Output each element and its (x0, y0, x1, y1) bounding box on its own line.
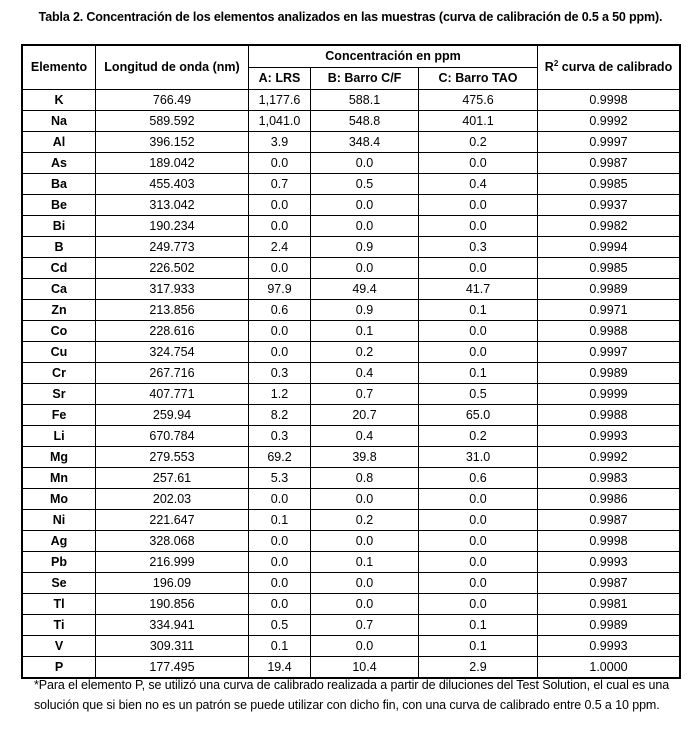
r2-cell: 0.9997 (538, 132, 680, 153)
lrs-cell: 0.3 (249, 363, 311, 384)
barro-cf-cell: 0.2 (311, 342, 419, 363)
lrs-cell: 0.0 (249, 216, 311, 237)
barro-tao-cell: 0.1 (419, 636, 538, 657)
r2-cell: 0.9999 (538, 384, 680, 405)
barro-cf-cell: 39.8 (311, 447, 419, 468)
lrs-cell: 0.0 (249, 489, 311, 510)
element-cell: Sr (23, 384, 96, 405)
header-wavelength: Longitud de onda (nm) (96, 46, 249, 90)
barro-cf-cell: 20.7 (311, 405, 419, 426)
r2-cell: 0.9981 (538, 594, 680, 615)
wavelength-cell: 407.771 (96, 384, 249, 405)
wavelength-cell: 279.553 (96, 447, 249, 468)
lrs-cell: 0.0 (249, 195, 311, 216)
table-row (23, 384, 680, 405)
table-row (23, 615, 680, 636)
lrs-cell: 5.3 (249, 468, 311, 489)
table-row (23, 111, 680, 132)
r2-cell: 0.9988 (538, 321, 680, 342)
element-cell: Be (23, 195, 96, 216)
lrs-cell: 0.1 (249, 510, 311, 531)
table-row (23, 468, 680, 489)
barro-tao-cell: 41.7 (419, 279, 538, 300)
table-row (23, 216, 680, 237)
wavelength-cell: 328.068 (96, 531, 249, 552)
wavelength-cell: 202.03 (96, 489, 249, 510)
wavelength-cell: 216.999 (96, 552, 249, 573)
header-col-b: B: Barro C/F (311, 68, 419, 90)
table-row (23, 510, 680, 531)
barro-cf-cell: 0.5 (311, 174, 419, 195)
barro-cf-cell: 0.9 (311, 237, 419, 258)
r2-cell: 0.9994 (538, 237, 680, 258)
table-row (23, 573, 680, 594)
lrs-cell: 19.4 (249, 657, 311, 678)
table-row (23, 174, 680, 195)
barro-tao-cell: 0.0 (419, 552, 538, 573)
barro-tao-cell: 0.4 (419, 174, 538, 195)
table-row (23, 153, 680, 174)
table-row (23, 132, 680, 153)
table-body (23, 90, 680, 678)
wavelength-cell: 589.592 (96, 111, 249, 132)
barro-tao-cell: 65.0 (419, 405, 538, 426)
barro-tao-cell: 0.6 (419, 468, 538, 489)
wavelength-cell: 455.403 (96, 174, 249, 195)
element-cell: Bi (23, 216, 96, 237)
barro-tao-cell: 0.0 (419, 573, 538, 594)
lrs-cell: 0.0 (249, 531, 311, 552)
r2-cell: 0.9993 (538, 426, 680, 447)
barro-tao-cell: 475.6 (419, 90, 538, 111)
lrs-cell: 0.0 (249, 321, 311, 342)
lrs-cell: 0.0 (249, 552, 311, 573)
table-row (23, 552, 680, 573)
r2-cell: 0.9987 (538, 510, 680, 531)
barro-tao-cell: 0.2 (419, 426, 538, 447)
table-row (23, 447, 680, 468)
lrs-cell: 1,041.0 (249, 111, 311, 132)
barro-tao-cell: 0.0 (419, 258, 538, 279)
barro-tao-cell: 0.3 (419, 237, 538, 258)
barro-cf-cell: 0.7 (311, 384, 419, 405)
barro-tao-cell: 0.0 (419, 321, 538, 342)
element-cell: Se (23, 573, 96, 594)
element-cell: Fe (23, 405, 96, 426)
r2-prefix: R (544, 60, 554, 74)
header-r2 (538, 46, 680, 90)
barro-cf-cell: 0.0 (311, 153, 419, 174)
r2-cell: 0.9992 (538, 111, 680, 132)
barro-cf-cell: 0.1 (311, 552, 419, 573)
barro-cf-cell: 548.8 (311, 111, 419, 132)
lrs-cell: 1,177.6 (249, 90, 311, 111)
barro-tao-cell: 0.1 (419, 615, 538, 636)
lrs-cell: 0.5 (249, 615, 311, 636)
element-cell: Ba (23, 174, 96, 195)
wavelength-cell: 313.042 (96, 195, 249, 216)
table-row (23, 279, 680, 300)
barro-tao-cell: 31.0 (419, 447, 538, 468)
lrs-cell: 0.0 (249, 594, 311, 615)
r2-cell: 0.9993 (538, 552, 680, 573)
r2-cell: 0.9988 (538, 405, 680, 426)
table-row (23, 258, 680, 279)
element-cell: Mg (23, 447, 96, 468)
r2-cell: 0.9998 (538, 90, 680, 111)
element-cell: V (23, 636, 96, 657)
barro-tao-cell: 2.9 (419, 657, 538, 678)
r2-cell: 0.9998 (538, 531, 680, 552)
barro-tao-cell: 0.5 (419, 384, 538, 405)
wavelength-cell: 189.042 (96, 153, 249, 174)
barro-tao-cell: 0.0 (419, 195, 538, 216)
element-cell: Mn (23, 468, 96, 489)
header-col-a: A: LRS (249, 68, 311, 90)
lrs-cell: 69.2 (249, 447, 311, 468)
table-row (23, 489, 680, 510)
wavelength-cell: 249.773 (96, 237, 249, 258)
element-cell: Ag (23, 531, 96, 552)
barro-cf-cell: 588.1 (311, 90, 419, 111)
element-cell: Zn (23, 300, 96, 321)
r2-superscript: 2 (553, 59, 559, 68)
table-row (23, 636, 680, 657)
lrs-cell: 97.9 (249, 279, 311, 300)
table-row (23, 90, 680, 111)
element-cell: Ca (23, 279, 96, 300)
lrs-cell: 0.3 (249, 426, 311, 447)
table-row (23, 321, 680, 342)
table-title: Tabla 2. Concentración de los elementos analizados en las muestras (curva de calibración de 0.5 a 50 ppm). (38, 10, 663, 24)
r2-cell: 0.9993 (538, 636, 680, 657)
element-cell: Cr (23, 363, 96, 384)
barro-tao-cell: 0.1 (419, 363, 538, 384)
barro-cf-cell: 0.0 (311, 636, 419, 657)
table-row (23, 426, 680, 447)
r2-cell: 0.9989 (538, 363, 680, 384)
barro-cf-cell: 0.0 (311, 489, 419, 510)
wavelength-cell: 317.933 (96, 279, 249, 300)
footnote: *Para el elemento P, se utilizó una curva de calibrado realizada a partir de diluciones del Test Solution, el cual es una solución que si bien no es un patrón se puede utilizar con dicho fin, con una curva de calibrado entre 0.5 a 10 ppm. (34, 678, 670, 712)
table-row (23, 342, 680, 363)
wavelength-cell: 190.234 (96, 216, 249, 237)
r2-cell: 0.9982 (538, 216, 680, 237)
element-cell: Cd (23, 258, 96, 279)
barro-cf-cell: 348.4 (311, 132, 419, 153)
barro-cf-cell: 0.2 (311, 510, 419, 531)
r2-cell: 0.9987 (538, 153, 680, 174)
wavelength-cell: 396.152 (96, 132, 249, 153)
table-row (23, 195, 680, 216)
lrs-cell: 0.7 (249, 174, 311, 195)
r2-cell: 0.9983 (538, 468, 680, 489)
r2-cell: 0.9997 (538, 342, 680, 363)
lrs-cell: 0.0 (249, 573, 311, 594)
barro-tao-cell: 0.0 (419, 531, 538, 552)
lrs-cell: 0.0 (249, 342, 311, 363)
lrs-cell: 3.9 (249, 132, 311, 153)
lrs-cell: 1.2 (249, 384, 311, 405)
wavelength-cell: 221.647 (96, 510, 249, 531)
element-cell: Co (23, 321, 96, 342)
element-cell: P (23, 657, 96, 678)
wavelength-cell: 213.856 (96, 300, 249, 321)
barro-cf-cell: 0.0 (311, 573, 419, 594)
wavelength-cell: 177.495 (96, 657, 249, 678)
header-col-c: C: Barro TAO (419, 68, 538, 90)
barro-cf-cell: 0.0 (311, 258, 419, 279)
barro-tao-cell: 0.0 (419, 489, 538, 510)
barro-cf-cell: 0.0 (311, 531, 419, 552)
wavelength-cell: 766.49 (96, 90, 249, 111)
r2-cell: 0.9985 (538, 174, 680, 195)
lrs-cell: 0.6 (249, 300, 311, 321)
r2-cell: 0.9992 (538, 447, 680, 468)
element-cell: K (23, 90, 96, 111)
lrs-cell: 0.0 (249, 153, 311, 174)
barro-cf-cell: 10.4 (311, 657, 419, 678)
table-row (23, 363, 680, 384)
header-concentration-group: Concentración en ppm (249, 46, 538, 68)
element-cell: Al (23, 132, 96, 153)
table-row (23, 594, 680, 615)
wavelength-cell: 334.941 (96, 615, 249, 636)
wavelength-cell: 670.784 (96, 426, 249, 447)
barro-tao-cell: 0.2 (419, 132, 538, 153)
r2-cell: 0.9989 (538, 615, 680, 636)
element-cell: B (23, 237, 96, 258)
barro-cf-cell: 0.4 (311, 426, 419, 447)
barro-cf-cell: 0.0 (311, 195, 419, 216)
wavelength-cell: 257.61 (96, 468, 249, 489)
element-cell: Mo (23, 489, 96, 510)
barro-cf-cell: 0.0 (311, 216, 419, 237)
barro-cf-cell: 0.4 (311, 363, 419, 384)
element-cell: Tl (23, 594, 96, 615)
element-cell: As (23, 153, 96, 174)
table-row (23, 300, 680, 321)
lrs-cell: 0.0 (249, 258, 311, 279)
barro-tao-cell: 401.1 (419, 111, 538, 132)
barro-cf-cell: 49.4 (311, 279, 419, 300)
element-cell: Li (23, 426, 96, 447)
concentration-table (22, 45, 680, 678)
wavelength-cell: 324.754 (96, 342, 249, 363)
r2-cell: 1.0000 (538, 657, 680, 678)
lrs-cell: 0.1 (249, 636, 311, 657)
element-cell: Ti (23, 615, 96, 636)
barro-tao-cell: 0.0 (419, 216, 538, 237)
barro-tao-cell: 0.0 (419, 153, 538, 174)
wavelength-cell: 259.94 (96, 405, 249, 426)
wavelength-cell: 228.616 (96, 321, 249, 342)
r2-cell: 0.9989 (538, 279, 680, 300)
element-cell: Pb (23, 552, 96, 573)
element-cell: Cu (23, 342, 96, 363)
barro-cf-cell: 0.1 (311, 321, 419, 342)
wavelength-cell: 309.311 (96, 636, 249, 657)
barro-cf-cell: 0.9 (311, 300, 419, 321)
r2-suffix: curva de calibrado (558, 60, 673, 74)
barro-tao-cell: 0.0 (419, 342, 538, 363)
barro-cf-cell: 0.7 (311, 615, 419, 636)
barro-tao-cell: 0.0 (419, 510, 538, 531)
r2-cell: 0.9937 (538, 195, 680, 216)
r2-cell: 0.9986 (538, 489, 680, 510)
barro-tao-cell: 0.1 (419, 300, 538, 321)
r2-cell: 0.9971 (538, 300, 680, 321)
wavelength-cell: 226.502 (96, 258, 249, 279)
element-cell: Ni (23, 510, 96, 531)
wavelength-cell: 190.856 (96, 594, 249, 615)
r2-cell: 0.9985 (538, 258, 680, 279)
r2-cell: 0.9987 (538, 573, 680, 594)
table-row (23, 531, 680, 552)
header-element: Elemento (23, 46, 96, 90)
barro-tao-cell: 0.0 (419, 594, 538, 615)
wavelength-cell: 267.716 (96, 363, 249, 384)
element-cell: Na (23, 111, 96, 132)
barro-cf-cell: 0.8 (311, 468, 419, 489)
lrs-cell: 2.4 (249, 237, 311, 258)
table-row (23, 405, 680, 426)
wavelength-cell: 196.09 (96, 573, 249, 594)
barro-cf-cell: 0.0 (311, 594, 419, 615)
table-row (23, 237, 680, 258)
lrs-cell: 8.2 (249, 405, 311, 426)
